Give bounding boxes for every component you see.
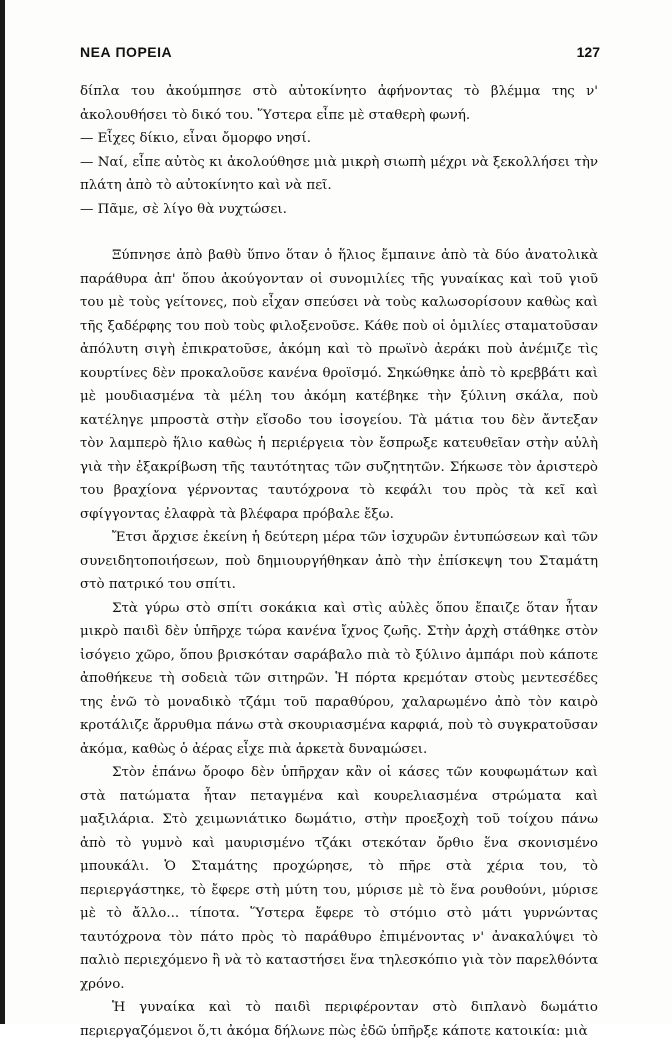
dialogue-line: — Εἶχες δίκιο, εἶναι ὄμορφο νησί. [80, 131, 312, 146]
dialogue-line: — Πᾶμε, σὲ λίγο θὰ νυχτώσει. [80, 201, 287, 217]
paragraph: Ἡ γυναίκα καὶ τὸ παιδὶ περιφέρονταν στὸ διπλανὸ δωμάτιο περιεργαζόμενοι ὅ,τι ἀκόμα δήλωνε πὼς ἐδῶ ὑπῆρξε κάποτε κατοικία: μιὰ [80, 1000, 598, 1039]
running-title: ΝΕΑ ΠΟΡΕΙΑ [80, 44, 173, 60]
dialogue-line: — Ναί, εἶπε αὐτὸς κι ἀκολούθησε μιὰ μικρὴ σιωπὴ μέχρι νὰ ξεκολλήσει τὴν πλάτη ἀπὸ τὸ αὐτοκίνητο καὶ νὰ πεῖ. [80, 154, 598, 193]
paragraph: Ξύπνησε ἀπὸ βαθὺ ὕπνο ὅταν ὁ ἥλιος ἔμπαινε ἀπὸ τὰ δύο ἀνατολικὰ παράθυρα ἀπ' ὅπου ἀκούγονταν οἱ συνομιλίες τῆς γυναίκας καὶ τοῦ γιοῦ του μὲ τοὺς γείτονες, ποὺ εἶχαν σπεύσει νὰ τοὺς καλωσορίσουν καθὼς καὶ τῆς ξαδέρφης του ποὺ τοὺς φιλοξενοῦσε. Κάθε ποὺ οἱ ὁμιλίες σταματοῦσαν ἀπόλυτη σιγὴ ἐπικρατοῦσε, ἀκόμη καὶ τὸ πρωϊνὸ ἀεράκι ποὺ ἀνέμιζε τὶς κουρτίνες δὲν προκαλοῦσε κανένα θροϊσμό. Σηκώθηκε ἀπὸ τὸ κρεββάτι καὶ μὲ μουδιασμένα τὰ μέλη του ἀκόμη κατέβηκε τὴν ξύλινη σκάλα, ποὺ κατέληγε μπροστὰ στὴν εἴσοδο του ἰσογείου. Τὰ μάτια του δὲν ἄντεξαν τὸν λαμπερὸ ἥλιο καθὼς ἡ περιέργεια τὸν ἔσπρωξε κατευθεῖαν στὴν αὐλὴ γιὰ τὴν ἐξακρίβωση τῆς ταυτότητας τῶν συζητητῶν. Σήκωσε τὸν ἀριστερὸ του βραχίονα γέρνοντας ταυτόχρονα τὸ κεφάλι του πρὸς τὰ κεῖ καὶ σφίγγοντας ἐλαφρὰ τὰ βλέφαρα πρόβαλε ἔξω. [80, 248, 598, 522]
page-number: 127 [576, 44, 600, 60]
paragraph-continuation: δίπλα του ἀκούμπησε στὸ αὐτοκίνητο ἀφήνοντας τὸ βλέμμα της ν' ἀκολουθήσει τὸ δικό του. Ὕστερα εἶπε μὲ σταθερὴ φωνή. [80, 84, 598, 123]
page-edge-shadow [0, 0, 5, 1024]
page-header [80, 44, 600, 66]
paragraph: Ἔτσι ἄρχισε ἐκείνη ἡ δεύτερη μέρα τῶν ἰσχυρῶν ἐντυπώσεων καὶ τῶν συνειδητοποιήσεων, ποὺ δημιουργήθηκαν ἀπὸ τὴν ἐπίσκεψη του Σταμάτη στὸ πατρικό του σπίτι. [80, 530, 598, 592]
paragraph: Στὰ γύρω στὸ σπίτι σοκάκια καὶ στὶς αὐλὲς ὅπου ἔπαιζε ὅταν ἦταν μικρὸ παιδὶ δὲν ὑπῆρχε τώρα κανένα ἴχνος ζωῆς. Στὴν ἀρχὴ στάθηκε στὸν ἰσόγειο χῶρο, ὅπου βρισκόταν σαράβαλο πιὰ τὸ ξύλινο ἀμπάρι ποὺ κάποτε ἀποθήκευε τὴ σοδειὰ τῶν σιτηρῶν. Ἡ πόρτα κρεμόταν στοὺς μεντεσέδες της ἐνῶ τὸ μοναδικὸ τζάμι τοῦ παραθύρου, χαλαρωμένο ἀπὸ τὸν καιρὸ κροτάλιζε ἄρρυθμα πάνω στὰ σκουριασμένα καρφιά, ποὺ τὸ συγκρατοῦσαν ἀκόμα, καθὼς ὁ ἀέρας εἶχε πιὰ ἀρκετὰ δυναμώσει. [80, 600, 598, 757]
body-text [80, 80, 598, 1043]
paragraph: Στὸν ἐπάνω ὄροφο δὲν ὑπῆρχαν κἂν οἱ κάσες τῶν κουφωμάτων καὶ στὰ πατώματα ἦταν πεταγμένα καὶ κουρελιασμένα στρώματα καὶ μαξιλάρια. Στὸ χειμωνιάτικο δωμάτιο, στὴν προεξοχὴ τοῦ τοίχου πάνω ἀπὸ τὸ γυμνὸ καὶ μαυρισμένο τζάκι στεκόταν ὄρθιο ἕνα σκονισμένο μπουκάλι. Ὁ Σταμάτης προχώρησε, τὸ πῆρε στὰ χέρια του, τὸ περιεργάστηκε, τὸ ἔφερε στὴ μύτη του, μύρισε μὲ τὸ ἕνα ρουθούνι, μύρισε μὲ τὸ ἄλλο... τίποτα. Ὕστερα ἔφερε τὸ στόμιο στὸ μάτι γυρνώντας ταυτόχρονα τὸν πάτο πρὸς τὸ παράθυρο ἐπιμένοντας ν' ἀνακαλύψει τὸ παλιὸ περιεχόμενο ἢ νὰ τὸ καταστήσει ἕνα τηλεσκόπιο γιὰ τὸν παρελθόντα χρόνο. [80, 765, 598, 992]
